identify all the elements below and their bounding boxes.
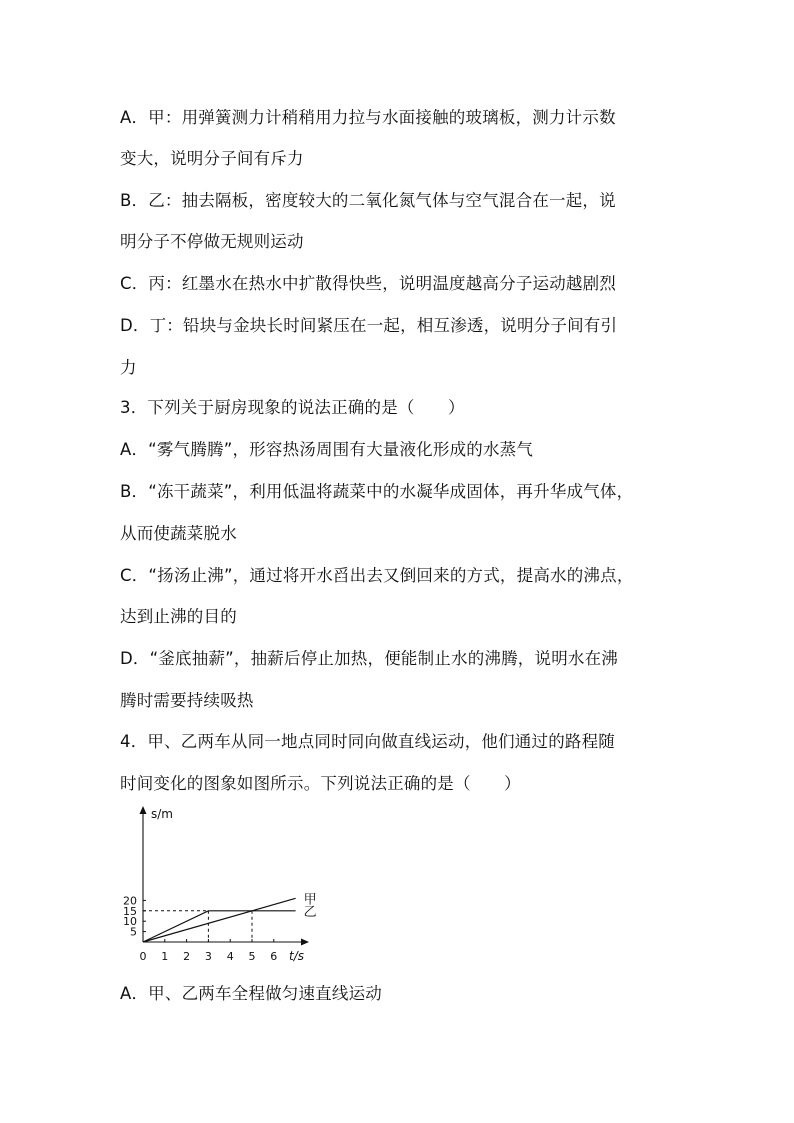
series-label: 甲: [303, 892, 317, 908]
y-tick-label: 10: [123, 915, 137, 929]
x-axis-arrow: [301, 939, 309, 946]
question-stem: 3．下列关于厨房现象的说法正确的是（ ）: [120, 398, 465, 417]
y-axis-arrow: [140, 806, 147, 814]
y-axis-label: s/m: [151, 807, 173, 821]
x-tick-label: 0: [139, 950, 147, 963]
option-line: 从而使蔬菜脱水: [120, 524, 237, 543]
x-tick-label: 5: [248, 950, 256, 963]
distance-time-chart: [115, 800, 335, 970]
option-line: C．丙：红墨水在热水中扩散得快些，说明温度越高分子运动越剧烈: [120, 274, 617, 293]
series-line: [143, 898, 296, 942]
y-tick-label: 20: [123, 894, 137, 908]
option-line: B．“冻干蔬菜”，利用低温将蔬菜中的水凝华成固体，再升华成气体，: [120, 482, 634, 501]
x-tick-label: 6: [270, 950, 278, 963]
option-line: A．“雾气腾腾”，形容热汤周围有大量液化形成的水蒸气: [120, 440, 534, 459]
option-line: 达到止沸的目的: [120, 607, 237, 626]
y-tick-label: 15: [123, 904, 137, 918]
option-line: 力: [120, 358, 137, 377]
x-tick-label: 2: [183, 950, 191, 963]
x-tick-label: 3: [204, 950, 212, 963]
x-axis-label: t/s: [289, 949, 304, 963]
y-tick-label: 5: [130, 925, 137, 939]
option-line: B．乙：抽去隔板，密度较大的二氧化氮气体与空气混合在一起，说: [120, 191, 616, 210]
option-line: A．甲、乙两车全程做匀速直线运动: [120, 984, 382, 1003]
option-line: 腾时需要持续吸热: [120, 691, 254, 710]
series-label: 乙: [303, 904, 317, 920]
option-line: 变大，说明分子间有斥力: [120, 149, 304, 168]
x-tick-label: 1: [161, 950, 169, 963]
question-stem: 4．甲、乙两车从同一地点同时同向做直线运动，他们通过的路程随: [120, 732, 615, 751]
option-line: D．丁：铅块与金块长时间紧压在一起，相互渗透，说明分子间有引: [120, 316, 618, 335]
series-line: [143, 911, 296, 942]
option-line: D．“釜底抽薪”，抽薪后停止加热，便能制止水的沸腾，说明水在沸: [120, 649, 619, 668]
x-tick-label: 4: [226, 950, 234, 963]
option-line: C．“扬汤止沸”，通过将开水舀出去又倒回来的方式，提高水的沸点，: [120, 566, 634, 585]
question-stem: 时间变化的图象如图所示。下列说法正确的是（ ）: [120, 774, 521, 793]
option-line: A．甲：用弹簧测力计稍稍用力拉与水面接触的玻璃板，测力计示数: [120, 108, 616, 127]
option-line: 明分子不停做无规则运动: [120, 232, 304, 251]
